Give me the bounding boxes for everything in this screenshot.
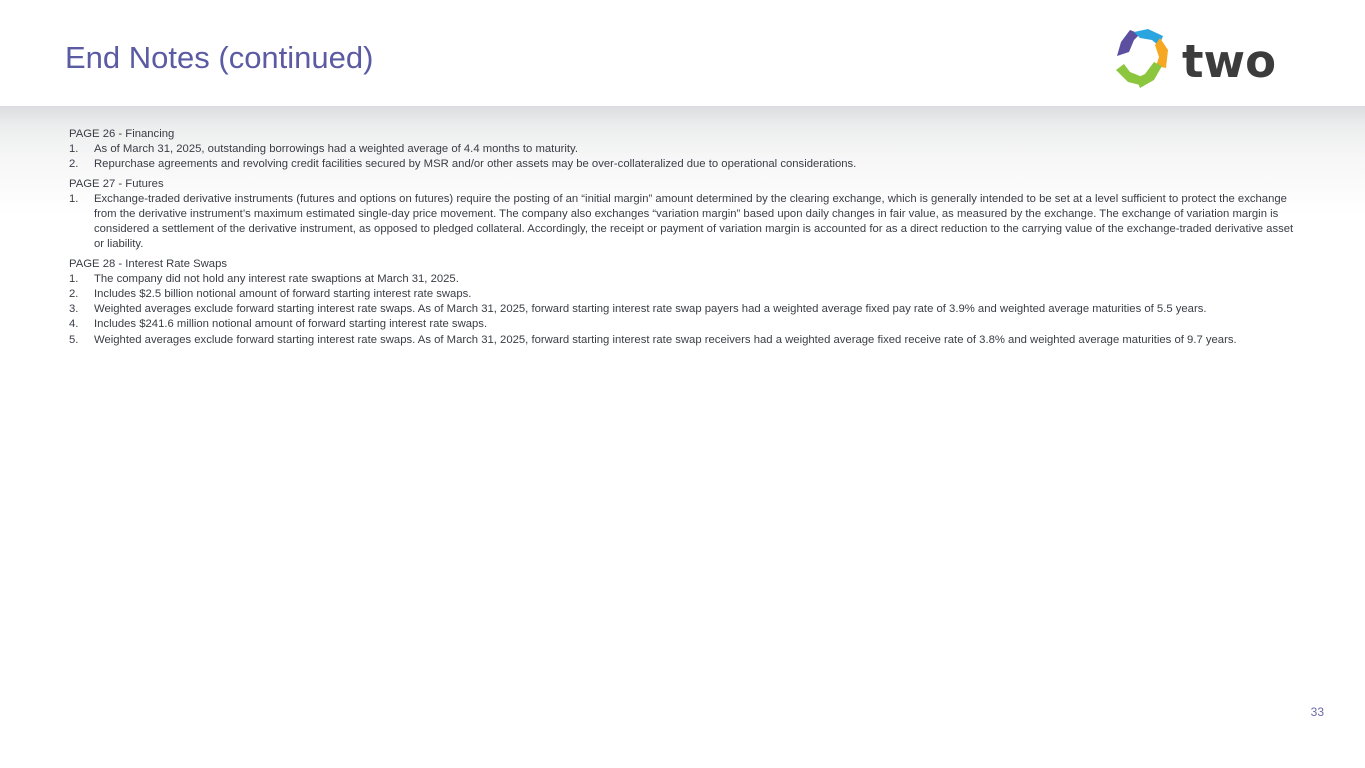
- page-number: 33: [1310, 705, 1324, 719]
- note-number: 1.: [69, 143, 79, 156]
- note-number: 2.: [69, 158, 79, 171]
- section-page-28: [69, 257, 1299, 348]
- section-heading: PAGE 27 - Futures: [69, 177, 164, 190]
- note-item: [69, 142, 1299, 157]
- note-item: [69, 302, 1299, 317]
- end-notes-content: [69, 127, 1299, 352]
- note-number: 2.: [69, 288, 79, 301]
- note-text: Includes $241.6 million notional amount of forward starting interest rate swaps.: [94, 318, 488, 331]
- note-item: [69, 333, 1299, 348]
- note-text: Weighted averages exclude forward starting interest rate swaps. As of March 31, 2025, forward starting interest rate swap payers had a weighted average fixed pay rate of 3.9% and weighted average maturities of 5.5 years.: [94, 303, 1207, 316]
- pinwheel-star-icon: [1112, 26, 1294, 92]
- note-number: 1.: [69, 272, 79, 285]
- page-title: End Notes (continued): [65, 40, 374, 75]
- section-page-27: [69, 177, 1299, 253]
- note-number: 5.: [69, 333, 79, 346]
- note-text: Repurchase agreements and revolving credit facilities secured by MSR and/or other assets may be over-collateralized due to operational considerations.: [94, 158, 857, 171]
- note-item: [69, 272, 1299, 287]
- note-number: 1.: [69, 192, 79, 205]
- note-item: [69, 192, 1299, 253]
- section-page-26: [69, 127, 1299, 173]
- company-logo: [1112, 26, 1294, 92]
- note-text: Weighted averages exclude forward starting interest rate swaps. As of March 31, 2025, forward starting interest rate swap receivers had a weighted average fixed receive rate of 3.8% and weighted average maturities of 9.7 years.: [94, 333, 1237, 346]
- note-number: 4.: [69, 318, 79, 331]
- note-item: [69, 287, 1299, 302]
- note-text: Includes $2.5 billion notional amount of forward starting interest rate swaps.: [94, 288, 472, 301]
- note-text: As of March 31, 2025, outstanding borrowings had a weighted average of 4.4 months to maturity.: [94, 143, 578, 156]
- note-item: [69, 317, 1299, 332]
- svg-text:two: two: [1182, 35, 1276, 88]
- note-text: Exchange-traded derivative instruments (futures and options on futures) require the posting of an “initial margin” amount determined by the clearing exchange, which is generally intended to be set at a level sufficient to protect the exchange from the derivative instrument’s maximum estimated single-day price movement. The company also exchanges “variation margin” based upon daily changes in fair value, as measured by the exchange. The exchange of variation margin is considered a settlement of the derivative instrument, as opposed to pledged collateral. Accordingly, the receipt or payment of variation margin is accounted for as a direct reduction to the carrying value of the exchange-traded derivative asset or liability.: [94, 192, 1294, 251]
- section-heading: PAGE 26 - Financing: [69, 128, 175, 140]
- note-item: [69, 157, 1299, 172]
- section-heading: PAGE 28 - Interest Rate Swaps: [69, 257, 228, 270]
- note-number: 3.: [69, 303, 79, 316]
- note-text: The company did not hold any interest rate swaptions at March 31, 2025.: [94, 272, 459, 285]
